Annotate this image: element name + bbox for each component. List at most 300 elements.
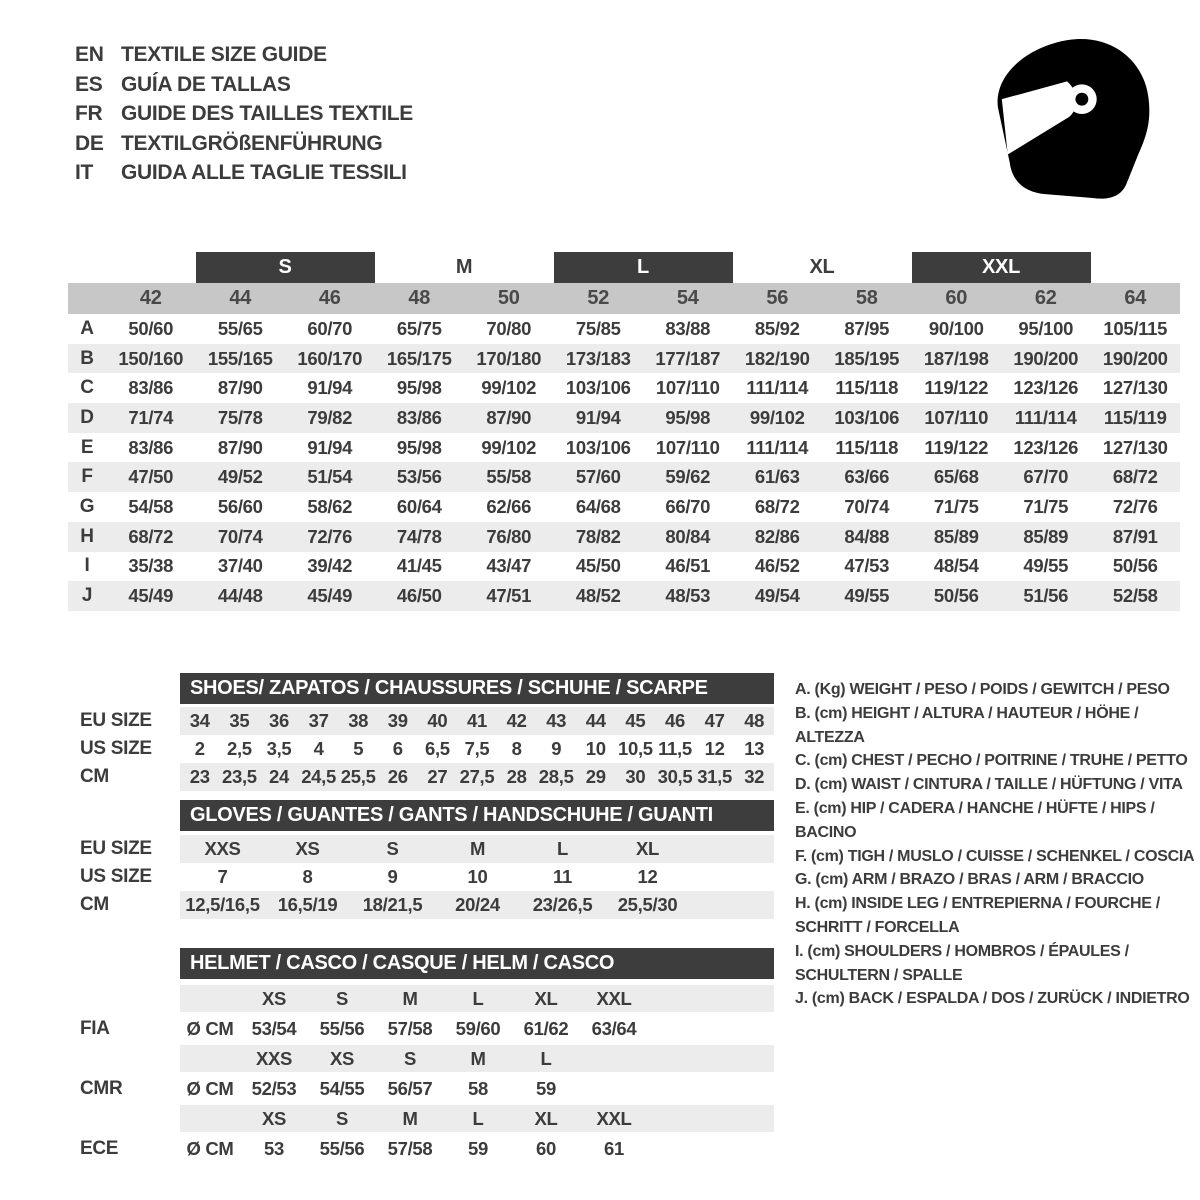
table-cell: 61/62 [523,1017,569,1039]
racing-helmet-icon [982,30,1160,200]
table-cell: 107/110 [655,436,720,458]
table-cell: 44 [585,710,606,731]
unit-label: Ø CM [186,1017,234,1039]
table-cell: 36 [269,710,289,731]
helmet-fia-values-row [68,1012,774,1045]
shoes-section-title: SHOES/ ZAPATOS / CHAUSSURES / SCHUHE / SCARPE [180,673,774,704]
table-row-a [68,314,1180,344]
table-cell: 45/50 [575,555,621,577]
numeric-size: 54 [676,287,699,309]
legend-item: D. (cm) WAIST / CINTURA / TAILLE / HÜFTUNG / VITA [795,776,1183,794]
table-cell: 127/130 [1102,436,1168,458]
table-cell: 91/94 [575,406,621,428]
table-cell: 182/190 [744,347,810,369]
table-cell: 51/54 [307,466,353,488]
table-row-c [68,373,1180,403]
table-cell: 9 [387,866,398,887]
table-cell: 91/94 [307,436,353,458]
numeric-size: 62 [1034,287,1057,309]
table-cell: 3,5 [266,738,292,759]
legend-item: E. (cm) HIP / CADERA / HANCHE / HÜFTE / HIPS / BACINO [795,799,1155,841]
unit-label: Ø CM [186,1077,234,1099]
table-cell: 24 [269,766,289,787]
language-code: ES [75,72,103,96]
table-cell: 87/90 [486,406,532,428]
table-cell: 47/51 [486,585,532,607]
table-cell: 18/21,5 [362,894,423,915]
table-cell: 87/91 [1112,525,1158,547]
table-cell: 119/122 [924,377,989,399]
table-cell: 68/72 [128,525,174,547]
table-cell: 115/119 [1103,406,1167,428]
table-cell: 57/58 [387,1137,433,1159]
table-cell: 75/85 [575,317,621,339]
table-cell: 45/49 [128,585,174,607]
row-label: US SIZE [80,866,152,887]
size-label: XS [329,1047,355,1069]
table-cell: 38 [348,710,369,731]
table-cell: 49/52 [217,466,263,488]
table-cell: 74/78 [396,525,442,547]
table-cell: 49/54 [754,585,800,607]
table-cell: 83/86 [396,406,442,428]
table-cell: 7,5 [464,738,490,759]
shoes-size-table [68,673,774,791]
table-cell: 50/60 [128,317,174,339]
table-cell: 103/106 [834,406,900,428]
table-cell: 55/56 [319,1017,365,1039]
standard-label: FIA [80,1017,110,1039]
helmet-size-table [68,948,774,1165]
row-label: EU SIZE [80,710,152,731]
table-row-b [68,344,1180,374]
table-cell: 111/114 [1014,406,1077,428]
table-cell: 68/72 [1112,466,1158,488]
table-cell: 99/102 [481,436,537,458]
table-cell: 46/51 [665,555,711,577]
table-cell: 54/55 [319,1077,365,1099]
table-cell: 76/80 [486,525,532,547]
table-cell: 48/53 [665,585,711,607]
table-cell: 68/72 [754,495,800,517]
helmet-cmr-size-header-row [68,1045,774,1072]
table-cell: 4 [313,738,324,759]
table-cell: 43 [546,710,567,731]
table-cell: 107/110 [924,406,989,428]
table-cell: M [469,838,486,859]
helmet-section-title: HELMET / CASCO / CASQUE / HELM / CASCO [180,948,774,979]
table-cell: 49/55 [1023,555,1069,577]
table-cell: 50/56 [933,585,979,607]
table-row-i [68,552,1180,582]
table-cell: 58 [468,1077,488,1099]
table-cell: 24,5 [301,766,336,787]
table-cell: 72/76 [307,525,353,547]
table-cell: 48/52 [575,585,621,607]
table-cell: 57/58 [387,1017,433,1039]
table-cell: 20/24 [455,894,500,915]
table-cell: 150/160 [118,347,184,369]
table-cell: 127/130 [1102,377,1168,399]
table-cell: 37 [308,710,329,731]
table-cell: 28 [506,766,527,787]
table-row-j [68,581,1180,611]
numeric-size: 60 [945,287,968,309]
table-cell: 71/75 [1023,495,1069,517]
table-cell: 46/52 [754,555,800,577]
table-cell: 25,5 [340,766,376,787]
table-cell: 32 [744,766,765,787]
table-cell: 27 [427,766,448,787]
table-cell: 53 [264,1137,284,1159]
table-cell: 7 [217,866,228,887]
table-cell: 12 [704,738,725,759]
language-title-row [75,158,413,188]
row-label: B [80,347,94,369]
table-cell: 60/70 [307,317,353,339]
legend-item: F. (cm) TIGH / MUSLO / CUISSE / SCHENKEL / COSCIA [795,847,1195,865]
table-cell: 87/95 [844,317,890,339]
table-cell: 35 [229,710,250,731]
table-cell: 83/86 [128,436,174,458]
table-cell: 61 [604,1137,624,1159]
table-cell: 10 [585,738,606,759]
gloves-cm-row [68,891,774,919]
table-cell: 95/98 [665,406,711,428]
table-cell: 78/82 [575,525,621,547]
legend-item: G. (cm) ARM / BRAZO / BRAS / ARM / BRACCIO [795,871,1144,889]
gloves-size-table [68,800,774,919]
table-cell: 5 [353,738,364,759]
language-title-row [75,40,413,70]
helmet-cmr-values-row [68,1072,774,1105]
row-label: US SIZE [80,738,152,759]
row-label: F [81,466,93,488]
table-cell: 30,5 [657,766,693,787]
table-cell: 187/198 [923,347,989,369]
table-cell: 115/118 [835,436,899,458]
table-cell: 59/62 [665,466,711,488]
table-cell: 99/102 [749,406,805,428]
table-cell: 85/92 [754,317,800,339]
row-label: I [84,555,90,577]
size-label: XL [534,1107,558,1129]
size-label: S [335,987,349,1009]
table-cell: 82/86 [754,525,800,547]
table-cell: 39/42 [307,555,353,577]
table-cell: 6,5 [424,738,450,759]
table-cell: 170/180 [476,347,542,369]
table-row-e [68,433,1180,463]
table-cell: 123/126 [1013,436,1079,458]
measurement-legend [795,678,1195,1011]
guide-title: TEXTILE SIZE GUIDE [121,43,327,66]
legend-item: H. (cm) INSIDE LEG / ENTREPIERNA / FOURCHE / SCHRITT / FORCELLA [795,895,1160,936]
size-label: M [402,1107,418,1129]
table-cell: 71/74 [128,406,174,428]
table-cell: 190/200 [1102,347,1168,369]
table-cell: 85/89 [1023,525,1069,547]
language-title-row [75,99,413,129]
table-cell: 41 [467,710,487,731]
table-cell: 75/78 [217,406,263,428]
language-code: IT [75,161,94,184]
table-row-d [68,403,1180,433]
legend-item: C. (cm) CHEST / PECHO / POITRINE / TRUHE / PETTO [795,752,1188,770]
row-label: A [80,317,94,339]
helmet-fia-size-header-row [68,985,774,1012]
table-cell: 40 [427,710,448,731]
row-label: CM [80,894,109,915]
numeric-size-header-row [68,283,1180,314]
language-title-row [75,129,413,159]
table-cell: 65/68 [933,466,979,488]
table-cell: 53/54 [251,1017,297,1039]
table-cell: 84/88 [844,525,890,547]
table-cell: 2 [194,738,205,759]
table-cell: 39 [387,710,408,731]
unit-label: Ø CM [186,1137,234,1159]
size-group-m: M [455,256,473,278]
helmet-ece-values-row [68,1132,774,1165]
gloves-us-size-row [68,863,774,891]
table-cell: 103/106 [565,436,631,458]
table-cell: 26 [387,766,408,787]
table-cell: 63/64 [591,1017,637,1039]
table-cell: 185/195 [834,347,900,369]
table-cell: 29 [585,766,606,787]
table-cell: 103/106 [565,377,631,399]
table-cell: 28,5 [538,766,574,787]
table-cell: 115/118 [835,377,899,399]
table-cell: 12,5/16,5 [185,894,260,915]
size-label: XS [261,1107,287,1129]
table-cell: 27,5 [459,766,495,787]
table-cell: 80/84 [665,525,711,547]
standard-label: CMR [80,1077,123,1099]
table-cell: 91/94 [307,377,353,399]
table-cell: 173/183 [565,347,631,369]
table-cell: XXS [204,838,241,859]
standard-label: ECE [80,1137,119,1159]
table-cell: 16,5/19 [277,894,338,915]
size-label: M [402,987,418,1009]
table-row-g [68,492,1180,522]
table-cell: 111/114 [746,436,809,458]
legend-item: I. (cm) SHOULDERS / HOMBROS / ÉPAULES / SCHULTERN / SPALLE [795,942,1129,984]
table-cell: 55/65 [217,317,263,339]
numeric-size: 42 [139,287,162,309]
table-cell: 70/74 [217,525,263,547]
table-cell: 59 [536,1077,556,1099]
row-label: C [80,377,94,399]
table-cell: 52/53 [251,1077,297,1099]
numeric-size: 48 [408,287,431,309]
row-label: D [80,406,94,428]
table-cell: 58/62 [307,495,353,517]
gloves-section-title: GLOVES / GUANTES / GANTS / HANDSCHUHE / GUANTI [180,800,774,831]
size-label: L [472,1107,484,1129]
table-cell: 34 [189,710,210,731]
table-cell: 55/56 [319,1137,365,1159]
guide-title: GUÍA DE TALLAS [121,72,291,96]
table-cell: 49/55 [844,585,890,607]
table-cell: 165/175 [386,347,452,369]
table-cell: 8 [302,866,313,887]
table-cell: 45/49 [307,585,353,607]
table-cell: 107/110 [655,377,720,399]
numeric-size: 44 [229,287,252,309]
row-label: H [80,525,94,547]
table-cell: 65/75 [396,317,442,339]
size-label: S [335,1107,349,1129]
table-cell: 85/89 [933,525,979,547]
table-cell: 8 [511,738,522,759]
table-cell: 42 [506,710,527,731]
table-cell: 37/40 [217,555,263,577]
table-cell: 54/58 [128,495,174,517]
table-cell: 59 [468,1137,488,1159]
table-cell: XS [295,838,320,859]
table-cell: 11,5 [658,738,692,759]
language-code: DE [75,131,104,155]
table-cell: 47/50 [128,466,174,488]
table-cell: 87/90 [217,436,263,458]
table-cell: 46 [665,710,685,731]
table-cell: 61/63 [754,466,800,488]
table-cell: 63/66 [844,466,890,488]
guide-title: GUIDA ALLE TAGLIE TESSILI [121,161,407,184]
table-cell: 62/66 [486,495,532,517]
table-cell: 13 [744,738,765,759]
size-label: S [403,1047,417,1069]
table-cell: 52/58 [1112,585,1158,607]
table-cell: 95/98 [396,436,442,458]
table-row-h [68,522,1180,552]
size-group-xl: XL [809,256,835,278]
table-row-f [68,462,1180,492]
legend-item: A. (Kg) WEIGHT / PESO / POIDS / GEWITCH / PESO [795,681,1170,698]
numeric-size: 52 [587,287,610,309]
language-title-list [75,40,413,188]
table-cell: 44/48 [217,585,263,607]
table-cell: S [386,838,399,859]
table-cell: 119/122 [924,436,989,458]
table-cell: 123/126 [1013,377,1079,399]
table-cell: 35/38 [128,555,174,577]
table-cell: 41/45 [396,555,442,577]
table-cell: 48 [744,710,765,731]
numeric-size: 50 [497,287,520,309]
size-label: XXL [596,987,632,1009]
table-cell: 2,5 [226,738,252,759]
table-cell: 50/56 [1112,555,1158,577]
helmet-ece-size-header-row [68,1105,774,1132]
table-cell: 47/53 [844,555,890,577]
table-cell: 6 [392,738,403,759]
size-group-l: L [554,252,733,283]
row-label: J [81,585,93,607]
table-cell: 90/100 [928,317,984,339]
table-cell: 23,5 [221,766,257,787]
table-cell: 155/165 [207,347,273,369]
table-cell: 87/90 [217,377,263,399]
size-label: L [540,1047,552,1069]
numeric-size: 58 [855,287,878,309]
size-label: XXL [596,1107,632,1129]
row-label: G [79,495,95,517]
table-cell: 79/82 [307,406,353,428]
table-cell: L [556,838,568,859]
table-cell: 10,5 [617,738,653,759]
row-label: CM [80,766,109,787]
table-cell: 83/88 [665,317,711,339]
table-cell: 70/80 [486,317,532,339]
table-cell: 64/68 [575,495,621,517]
table-cell: 11 [553,866,572,887]
table-cell: 66/70 [665,495,711,517]
table-cell: 45 [625,710,646,731]
table-cell: 111/114 [746,377,809,399]
shoes-cm-row [68,763,774,791]
table-cell: 56/57 [387,1077,433,1099]
table-cell: 51/56 [1023,585,1069,607]
size-label: XXS [255,1047,293,1069]
size-group-xxl: XXL [912,252,1091,283]
table-cell: 99/102 [481,377,537,399]
table-cell: 25,5/30 [617,894,678,915]
shoes-eu-size-row [68,707,774,735]
table-cell: 12 [637,866,658,887]
table-cell: 46/50 [396,585,442,607]
table-cell: 177/187 [655,347,721,369]
shoes-us-size-row [68,735,774,763]
legend-item: B. (cm) HEIGHT / ALTURA / HAUTEUR / HÖHE / ALTEZZA [795,704,1139,746]
size-group-s: S [196,252,375,283]
guide-title: GUIDE DES TAILLES TEXTILE [121,102,413,125]
numeric-size: 56 [766,287,789,309]
table-cell: 10 [467,866,488,887]
size-label: XL [534,987,558,1009]
table-cell: 30 [625,766,646,787]
size-group-row [68,252,1180,283]
guide-title: TEXTILGRÖßENFÜHRUNG [121,131,383,155]
table-cell: 72/76 [1112,495,1158,517]
table-cell: 60/64 [396,495,442,517]
size-label: M [470,1047,486,1069]
size-label: XS [261,987,287,1009]
table-cell: 59/60 [455,1017,501,1039]
legend-item: J. (cm) BACK / ESPALDA / DOS / ZURÜCK / INDIETRO [795,990,1190,1008]
numeric-size: 46 [318,287,341,309]
table-cell: 23 [189,766,210,787]
table-cell: 23/26,5 [532,894,593,915]
table-cell: 105/115 [1103,317,1168,339]
table-cell: 53/56 [396,466,442,488]
table-cell: 43/47 [486,555,532,577]
table-cell: 56/60 [217,495,263,517]
table-cell: 31,5 [697,766,732,787]
table-cell: 57/60 [575,466,621,488]
row-label: E [80,436,94,458]
table-cell: 71/75 [933,495,979,517]
table-cell: 95/100 [1018,317,1074,339]
gloves-eu-size-row [68,835,774,863]
table-cell: XL [635,838,660,859]
numeric-size: 64 [1124,287,1147,309]
table-cell: 47 [704,710,725,731]
table-cell: 160/170 [297,347,363,369]
